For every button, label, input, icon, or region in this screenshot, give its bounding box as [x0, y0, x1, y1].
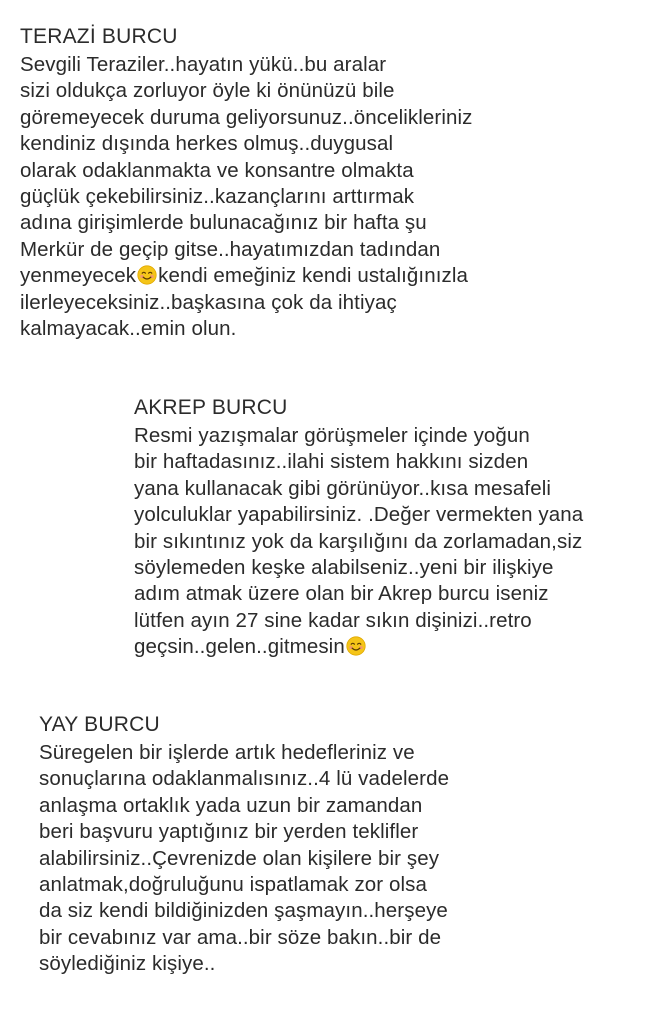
- text-line: beri başvuru yaptığınız bir yerden teklifler: [39, 820, 419, 844]
- text-line: bir sıkıntınız yok da karşılığını da zorlamadan,siz: [134, 529, 583, 553]
- yay-heading: YAY BURCU: [39, 713, 160, 736]
- text-fragment: kendi emeğiniz kendi ustalığınızla: [158, 264, 469, 288]
- text-line-with-emoji: [134, 634, 583, 660]
- text-line: da siz kendi bildiğinizden şaşmayın..herşeye: [39, 899, 448, 923]
- text-line: yana kullanacak gibi görünüyor..kısa mesafeli: [134, 476, 552, 500]
- text-fragment: yenmeyecek: [20, 264, 137, 288]
- yay-section: [39, 712, 449, 978]
- text-line: kendiniz dışında herkes olmuş..duygusal: [20, 132, 394, 156]
- text-line: sizi oldukça zorluyor öyle ki önünüzü bile: [20, 79, 395, 103]
- text-line: Sevgili Teraziler..hayatın yükü..bu aralar: [20, 53, 387, 76]
- text-line: anlatmak,doğruluğunu ispatlamak zor olsa: [39, 873, 428, 897]
- text-line: söylemeden keşke alabilseniz..yeni bir ilişkiye: [134, 556, 554, 580]
- terazi-section: [20, 24, 473, 342]
- text-line: yolculuklar yapabilirsiniz. .Değer vermekten yana: [134, 503, 584, 527]
- text-line: alabilirsiniz..Çevrenizde olan kişilere bir şey: [39, 846, 440, 870]
- akrep-heading: AKREP BURCU: [134, 396, 288, 419]
- text-line: kalmayacak..emin olun.: [20, 317, 237, 341]
- smiling-face-emoji-icon: [137, 265, 157, 285]
- text-line: lütfen ayın 27 sine kadar sıkın dişinizi..retro: [134, 608, 532, 632]
- text-line: göremeyecek duruma geliyorsunuz..öncelikleriniz: [20, 105, 473, 129]
- smiling-face-emoji-icon: [346, 636, 366, 656]
- text-line: güçlük çekebilirsiniz..kazançlarını arttırmak: [20, 185, 415, 209]
- text-line: ilerleyeceksiniz..başkasına çok da ihtiyaç: [20, 290, 397, 314]
- akrep-section: [134, 395, 583, 661]
- text-line: bir haftadasınız..ilahi sistem hakkını sizden: [134, 450, 529, 474]
- text-line: bir cevabınız var ama..bir söze bakın..bir de: [39, 925, 442, 949]
- text-line: adına girişimlerde bulunacağınız bir hafta şu: [20, 211, 427, 235]
- text-line: Resmi yazışmalar görüşmeler içinde yoğun: [134, 424, 530, 447]
- text-fragment: geçsin..gelen..gitmesin: [134, 635, 345, 659]
- text-line: sonuçlarına odaklanmalısınız..4 lü vadelerde: [39, 767, 450, 791]
- text-line: olarak odaklanmakta ve konsantre olmakta: [20, 158, 414, 182]
- text-line: adım atmak üzere olan bir Akrep burcu iseniz: [134, 582, 549, 606]
- text-line: söylediğiniz kişiye..: [39, 952, 216, 976]
- text-line: anlaşma ortaklık yada uzun bir zamandan: [39, 793, 423, 817]
- text-line: Süregelen bir işlerde artık hedefleriniz ve: [39, 741, 415, 764]
- terazi-heading: TERAZİ BURCU: [20, 25, 178, 48]
- text-line: Merkür de geçip gitse..hayatımızdan tadından: [20, 237, 441, 261]
- text-line-with-emoji: [20, 263, 473, 289]
